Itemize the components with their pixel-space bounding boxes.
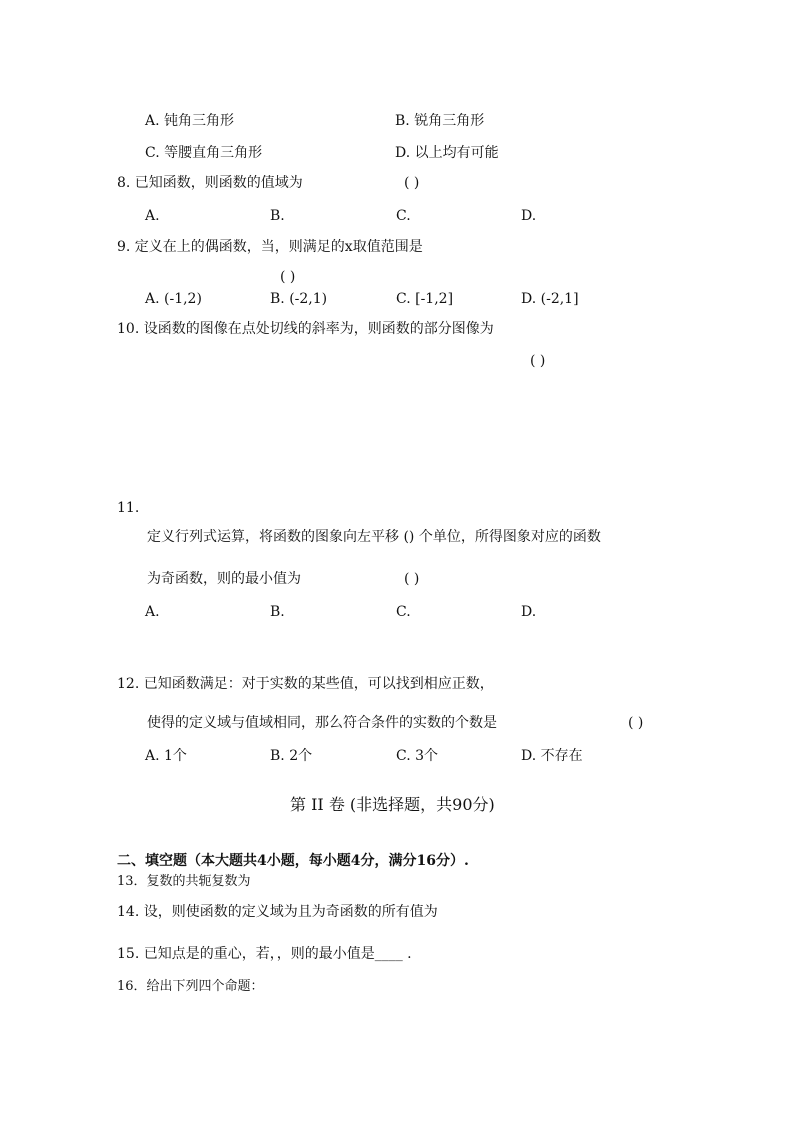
q13-stem: 13．复数的共轭复数为	[117, 874, 251, 889]
q12-answer-paren: ( )	[628, 715, 644, 731]
q9-option-c: C. [-1,2]	[396, 291, 454, 307]
q7-option-d: D. 以上均有可能	[395, 145, 499, 161]
q8-option-b: B.	[270, 208, 285, 224]
q11-option-a: A.	[145, 604, 160, 620]
q8-option-c: C.	[396, 208, 411, 224]
q10-answer-paren: ( )	[530, 353, 546, 369]
q12-line2: 使得的定义域与值域相同，那么符合条件的实数的个数是	[147, 715, 497, 731]
q11-option-d: D.	[521, 604, 537, 620]
section-two-heading: 二、填空题（本大题共4小题，每小题4分，满分16分）.	[117, 853, 469, 869]
q12-stem: 12. 已知函数满足：对于实数的某些值，可以找到相应正数，	[117, 676, 494, 692]
part-two-title: 第 II 卷 (非选择题，共90分)	[290, 795, 495, 814]
q11-line2: 为奇函数，则的最小值为	[147, 571, 301, 587]
q15-stem: 15. 已知点是的重心，若，，则的最小值是____ .	[117, 946, 412, 962]
q7-option-b: B. 锐角三角形	[395, 113, 485, 129]
q9-option-b: B. (-2,1)	[270, 291, 328, 307]
q8-option-a: A.	[145, 208, 160, 224]
q7-option-c: C. 等腰直角三角形	[145, 145, 263, 161]
q16-stem: 16．给出下列四个命题：	[117, 979, 264, 994]
q12-option-c: C. 3个	[396, 748, 439, 764]
q9-option-a: A. (-1,2)	[145, 291, 202, 307]
q8-stem: 8. 已知函数，则函数的值域为	[117, 175, 303, 191]
q11-answer-paren: ( )	[404, 571, 420, 587]
q11-line1: 定义行列式运算，将函数的图象向左平移 () 个单位，所得图象对应的函数	[147, 529, 601, 545]
q8-answer-paren: ( )	[404, 175, 420, 191]
q10-stem: 10. 设函数的图像在点处切线的斜率为，则函数的部分图像为	[117, 321, 494, 337]
q11-option-c: C.	[396, 604, 411, 620]
q11-number: 11.	[117, 500, 140, 516]
q11-option-b: B.	[270, 604, 285, 620]
q12-option-b: B. 2个	[270, 748, 313, 764]
q12-option-d: D. 不存在	[521, 748, 583, 764]
q9-answer-paren: ( )	[280, 269, 296, 285]
q9-stem: 9. 定义在上的偶函数，当，则满足的x取值范围是	[117, 239, 423, 255]
q7-option-a: A. 钝角三角形	[145, 113, 235, 129]
q12-option-a: A. 1个	[145, 748, 187, 764]
q9-option-d: D. (-2,1]	[521, 291, 579, 307]
q8-option-d: D.	[521, 208, 537, 224]
q14-stem: 14. 设，则使函数的定义域为且为奇函数的所有值为	[117, 904, 438, 920]
